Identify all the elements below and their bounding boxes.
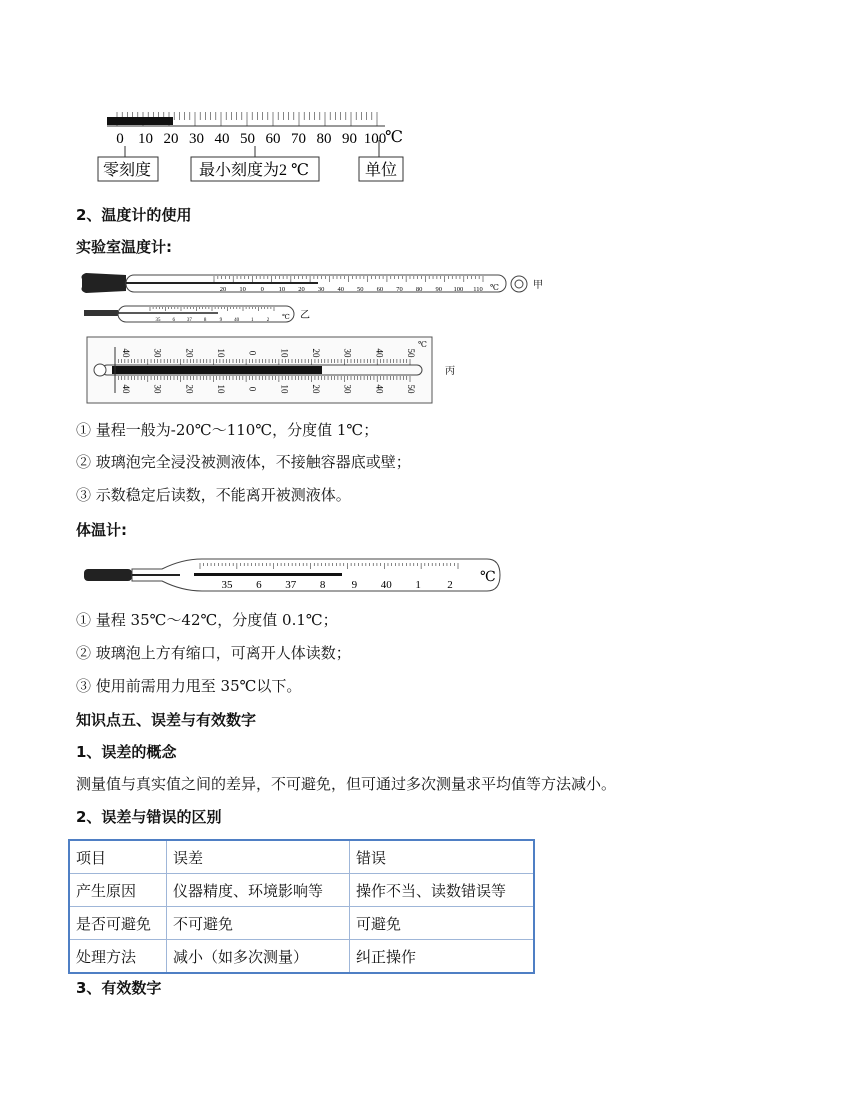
clinical-unit: ℃ xyxy=(480,570,496,585)
clinical-point-3: ③ 使用前需用力甩至 35℃以下。 xyxy=(76,677,302,695)
scale-number: 0 xyxy=(247,350,258,356)
table-row xyxy=(69,874,534,907)
scale-diagram xyxy=(95,100,415,185)
scale-number: 50 xyxy=(357,286,364,293)
knowledge-point-5-title: 知识点五、误差与有效数字 xyxy=(76,711,257,729)
scale-number: 37 xyxy=(186,318,192,323)
error-comparison-table xyxy=(68,839,535,974)
scale-black-bar xyxy=(107,117,173,125)
scale-number: 10 xyxy=(216,384,226,394)
unit-label: 单位 xyxy=(365,162,398,179)
scale-number: 30 xyxy=(152,384,163,394)
scale-number: 0 xyxy=(116,131,124,147)
scale-number: 10 xyxy=(239,286,246,293)
table-cell: 减小（如多次测量） xyxy=(167,940,350,974)
table-cell: 误差 xyxy=(167,840,350,874)
error-vs-mistake-title: 2、误差与错误的区别 xyxy=(76,808,222,826)
scale-number: 1 xyxy=(415,579,421,591)
scale-number: 40 xyxy=(121,384,131,394)
scale-number: 80 xyxy=(415,286,423,293)
table-cell: 产生原因 xyxy=(69,874,167,907)
scale-number: 50 xyxy=(406,384,416,394)
scale-number: 30 xyxy=(317,286,325,293)
scale-number: 50 xyxy=(240,131,255,147)
table-cell: 仪器精度、环境影响等 xyxy=(167,874,350,907)
scale-number: 35 xyxy=(155,318,161,323)
lab-point-2: ② 玻璃泡完全浸没被测液体，不接触容器底或壁； xyxy=(76,453,411,471)
scale-number: 40 xyxy=(374,348,385,358)
lab-point-1: ① 量程一般为-20℃～110℃，分度值 1℃； xyxy=(76,421,379,439)
jia-tag: 甲 xyxy=(533,280,543,291)
bing-tag: 丙 xyxy=(445,366,455,377)
scale-number: 100 xyxy=(363,131,387,147)
table-row xyxy=(69,940,534,974)
scale-number: 60 xyxy=(376,286,384,293)
clinical-thermometer-figure xyxy=(82,555,502,597)
scale-number: 40 xyxy=(121,348,131,358)
min-division-label: 最小刻度为2 ℃ xyxy=(199,162,309,179)
significant-figures-title: 3、有效数字 xyxy=(76,979,162,997)
scale-numbers xyxy=(116,131,386,147)
scale-number: 20 xyxy=(311,384,321,394)
scale-number: 20 xyxy=(311,348,321,358)
scale-number: 20 xyxy=(163,131,179,147)
thermometer-jia xyxy=(82,273,544,293)
yi-unit: ℃ xyxy=(282,313,290,321)
table-cell: 可避免 xyxy=(350,907,535,940)
lab-point-3: ③ 示数稳定后读数，不能离开被测液体。 xyxy=(76,486,351,504)
scale-number: 30 xyxy=(152,348,163,358)
scale-number: 35 xyxy=(221,579,233,591)
scale-number: 0 xyxy=(247,386,258,392)
yi-tag: 乙 xyxy=(300,310,310,321)
scale-number: 70 xyxy=(291,131,306,147)
scale-number: 20 xyxy=(184,348,195,358)
thermometer-bing xyxy=(87,337,455,403)
scale-number: 40 xyxy=(380,579,392,591)
scale-number: 40 xyxy=(214,131,230,147)
bing-unit: ℃ xyxy=(418,340,427,349)
clinical-point-1: ① 量程 35℃～42℃，分度值 0.1℃； xyxy=(76,611,338,629)
scale-unit: ℃ xyxy=(385,129,403,146)
scale-number: 6 xyxy=(172,318,175,323)
scale-number: 8 xyxy=(319,579,326,591)
jia-unit: ℃ xyxy=(490,283,499,292)
scale-number: 10 xyxy=(279,348,290,358)
scale-number: 90 xyxy=(435,286,443,293)
scale-number: 37 xyxy=(285,579,297,591)
scale-number: 20 xyxy=(219,286,227,293)
scale-number: 9 xyxy=(351,579,358,591)
clinical-point-2: ② 玻璃泡上方有缩口，可离开人体读数； xyxy=(76,644,351,662)
table-cell: 处理方法 xyxy=(69,940,167,974)
scale-number: 40 xyxy=(234,318,240,323)
scale-number: 10 xyxy=(138,131,153,147)
scale-number: 10 xyxy=(278,286,286,293)
scale-number: 2 xyxy=(447,579,453,591)
scale-number: 8 xyxy=(203,318,207,323)
table-row xyxy=(69,840,534,874)
table-cell: 错误 xyxy=(350,840,535,874)
scale-number: 10 xyxy=(216,348,226,358)
error-concept-text: 测量值与真实值之间的差异，不可避免，但可通过多次测量求平均值等方法减小。 xyxy=(76,775,617,793)
table-cell: 纠正操作 xyxy=(350,940,535,974)
scale-number: 9 xyxy=(219,318,223,323)
clinical-thermometer-heading: 体温计: xyxy=(76,521,127,539)
error-concept-title: 1、误差的概念 xyxy=(76,743,177,761)
scale-number: 30 xyxy=(189,131,204,147)
scale-number: 0 xyxy=(260,286,264,293)
table-cell: 操作不当、读数错误等 xyxy=(350,874,535,907)
scale-number: 20 xyxy=(298,286,305,293)
scale-number: 2 xyxy=(266,318,270,323)
lab-thermometers-figure xyxy=(78,265,558,410)
scale-number: 6 xyxy=(256,579,262,591)
scale-number: 50 xyxy=(406,348,416,358)
scale-number: 40 xyxy=(337,286,344,293)
scale-number: 30 xyxy=(342,384,353,394)
scale-number: 60 xyxy=(265,131,281,147)
scale-number: 30 xyxy=(342,348,353,358)
table-cell: 不可避免 xyxy=(167,907,350,940)
scale-number: 40 xyxy=(374,384,385,394)
scale-number: 20 xyxy=(184,384,195,394)
scale-number: 90 xyxy=(342,131,357,147)
scale-number: 1 xyxy=(251,318,254,323)
table-row xyxy=(69,907,534,940)
table-cell: 是否可避免 xyxy=(69,907,167,940)
thermometer-yi xyxy=(84,306,310,323)
zero-label: 零刻度 xyxy=(103,162,152,179)
scale-number: 80 xyxy=(316,131,332,147)
table-cell: 项目 xyxy=(69,840,167,874)
scale-number: 100 xyxy=(453,286,464,293)
scale-number: 10 xyxy=(279,384,290,394)
lab-thermometer-heading: 实验室温度计: xyxy=(76,238,172,256)
scale-number: 70 xyxy=(396,286,403,293)
section-usage-title: 2、温度计的使用 xyxy=(76,206,192,224)
scale-number: 110 xyxy=(473,286,483,293)
